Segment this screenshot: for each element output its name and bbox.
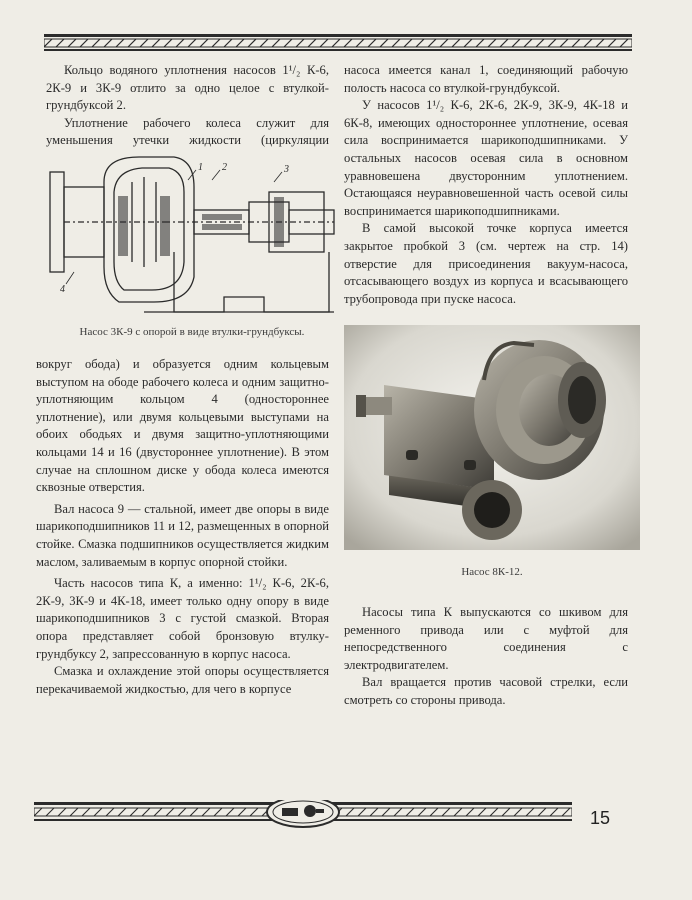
- paragraph: Смазка и охлаждение этой опоры осуществляется перекачиваемой жидкостью, для чего в корпусе: [36, 664, 329, 696]
- page-number: 15: [590, 808, 611, 828]
- drawing-label-2: 2: [222, 162, 227, 173]
- drawing-label-3: 3: [284, 164, 289, 175]
- paragraph: Уплотнение рабочего колеса служит для уменьшения утечки жидкости (циркуляции: [46, 115, 329, 148]
- paragraph: В самой высокой точке корпуса имеется закрытое пробкой 3 (см. чертеж на стр. 14) отверстие для присоединения вакуум-насоса, отсасывающего воздух из корпуса и всасывающего трубопровода при пуске насоса.: [344, 221, 628, 306]
- pump-photo: [344, 325, 640, 550]
- photo-caption: Насос 8К-12.: [461, 566, 523, 578]
- paragraph: Насосы типа К выпускаются со шкивом для ременного привода или с муфтой для непосредственного соединения с электродвигателем.: [344, 605, 628, 672]
- paragraph: вокруг обода) и образуется одним кольцевым выступом на ободе рабочего колеса и одним защитно-уплотняющим кольцом 4 (одностороннее уплотнение), или двумя кольцевыми выступами на обоих ободьях и двумя защитно-уплотняющими кольцами 14 и 16 (двустороннее уплотнение). В этом случае на сплошном диске у обода колеса имеются сквозные отверстия.: [36, 357, 329, 495]
- paragraph: насоса имеется канал 1, соединяющий рабочую полость насоса со втулкой-грундбуксой.: [344, 63, 628, 95]
- paragraph: Кольцо водяного уплотнения насосов 1¹/₂ К-6, 2К-9 и 3К-9 отлито за одно целое с втулкой-грундбуксой 2.: [46, 63, 329, 113]
- bottom-ornament-border: [34, 800, 572, 834]
- drawing-label-1: 1: [198, 162, 203, 173]
- paragraph: Вал вращается против часовой стрелки, если смотреть со стороны привода.: [344, 675, 628, 707]
- paragraph: Вал насоса 9 — стальной, имеет две опоры в виде шарикоподшипников 11 и 12, размещенных в опорной стойке. Смазка подшипников осуществляется жидким маслом, заливаемым в корпус опорной стойки.: [36, 501, 329, 569]
- top-ornament-border: [44, 34, 632, 52]
- paragraph: Часть насосов типа К, а именно: 1¹/₂ К-6, 2К-6, 2К-9, 3К-9 и 4К-18, имеет только одну опору в виде шарикоподшипников 3 с густой смазкой. Вторая опора представляет собой бронзовую втулку-грундбуксу 2, запрессованную в корпус насоса.: [36, 576, 329, 661]
- right-column-top: [344, 62, 628, 308]
- drawing-label-4: 4: [60, 284, 65, 295]
- paragraph: У насосов 1¹/₂ К-6, 2К-6, 2К-9, 3К-9, 4К-18 и 6К-8, имеющих одностороннее уплотнение, осевая сила воспринимается шарикоподшипниками. У остальных насосов осевая сила в основном уравновешена двусторонним уплотнением. Остающаяся неуравновешенной часть осевой силы воспринимается шарикоподшипниками.: [344, 98, 628, 218]
- right-column-bottom: [344, 604, 628, 710]
- pump-section-drawing: [44, 152, 340, 320]
- left-column-bottom: [36, 356, 329, 698]
- pump-emblem-icon: [267, 800, 339, 827]
- drawing-caption: Насос 3К-9 с опорой в виде втулки-грундбуксы.: [79, 326, 305, 338]
